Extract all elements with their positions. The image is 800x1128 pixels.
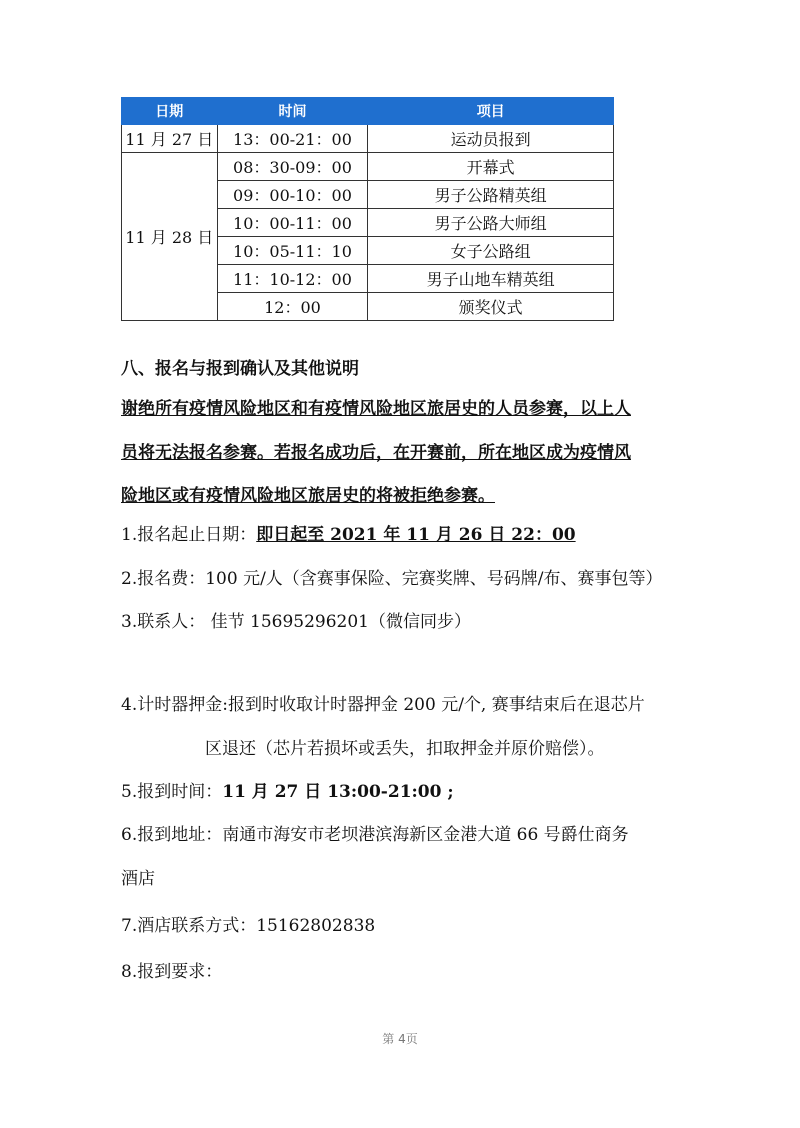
- cell-item: 女子公路组: [368, 237, 614, 265]
- page-number: 第 4页: [382, 1032, 418, 1046]
- cell-time: 10：05-11：10: [217, 237, 368, 265]
- notice-line-2: 员将无法报名参赛。若报名成功后，在开赛前，所在地区成为疫情风: [121, 443, 631, 463]
- checkin-time-value: 11 月 27 日 13:00-21:00 ;: [222, 782, 454, 802]
- registration-period-value: 即日起至 2021 年 11 月 26 日 22：00: [256, 525, 576, 545]
- cell-item: 运动员报到: [368, 125, 614, 153]
- checkin-requirements: 8.报到要求：: [121, 962, 223, 982]
- contact-person: 3.联系人： 佳节 15695296201（微信同步）: [121, 612, 472, 632]
- cell-time: 09：00-10：00: [217, 181, 368, 209]
- cell-date: 11 月 27 日: [122, 125, 218, 153]
- cell-time: 10：00-11：00: [217, 209, 368, 237]
- timer-deposit-line-2: 区退还（芯片若损坏或丢失，扣取押金并原价赔偿）。: [205, 739, 605, 759]
- cell-item: 开幕式: [368, 153, 614, 181]
- hotel-contact: 7.酒店联系方式：15162802838: [121, 916, 376, 936]
- cell-item: 颁奖仪式: [368, 293, 614, 321]
- checkin-address-line-1: 6.报到地址：南通市海安市老坝港滨海新区金港大道 66 号爵仕商务: [121, 825, 629, 845]
- checkin-time: [121, 780, 454, 804]
- checkin-address-line-2: 酒店: [121, 869, 155, 889]
- cell-item: 男子山地车精英组: [368, 265, 614, 293]
- table-header-row: [122, 98, 614, 125]
- cell-date: 11 月 28 日: [122, 153, 218, 321]
- cell-time: 13：00-21：00: [217, 125, 368, 153]
- checkin-time-label: 5.报到时间：: [121, 782, 223, 802]
- registration-fee: 2.报名费：100 元/人（含赛事保险、完赛奖牌、号码牌/布、赛事包等）: [121, 569, 663, 589]
- registration-period-label: 1.报名起止日期：: [121, 525, 257, 545]
- notice-line-1: 谢绝所有疫情风险地区和有疫情风险地区旅居史的人员参赛，以上人: [121, 399, 631, 419]
- cell-time: 11：10-12：00: [217, 265, 368, 293]
- cell-item: 男子公路大师组: [368, 209, 614, 237]
- section-heading: 八、报名与报到确认及其他说明: [121, 359, 359, 379]
- column-header-date: 日期: [122, 98, 218, 125]
- schedule-table: [121, 97, 614, 321]
- column-header-time: 时间: [217, 98, 368, 125]
- timer-deposit-line-1: 4.计时器押金:报到时收取计时器押金 200 元/个, 赛事结束后在退芯片: [121, 695, 645, 715]
- table-row: [122, 125, 614, 153]
- notice-line-3: 险地区或有疫情风险地区旅居史的将被拒绝参赛。: [121, 486, 495, 506]
- registration-period: [121, 523, 576, 547]
- cell-item: 男子公路精英组: [368, 181, 614, 209]
- table-row: [122, 153, 614, 181]
- cell-time: 12：00: [217, 293, 368, 321]
- cell-time: 08：30-09：00: [217, 153, 368, 181]
- column-header-item: 项目: [368, 98, 614, 125]
